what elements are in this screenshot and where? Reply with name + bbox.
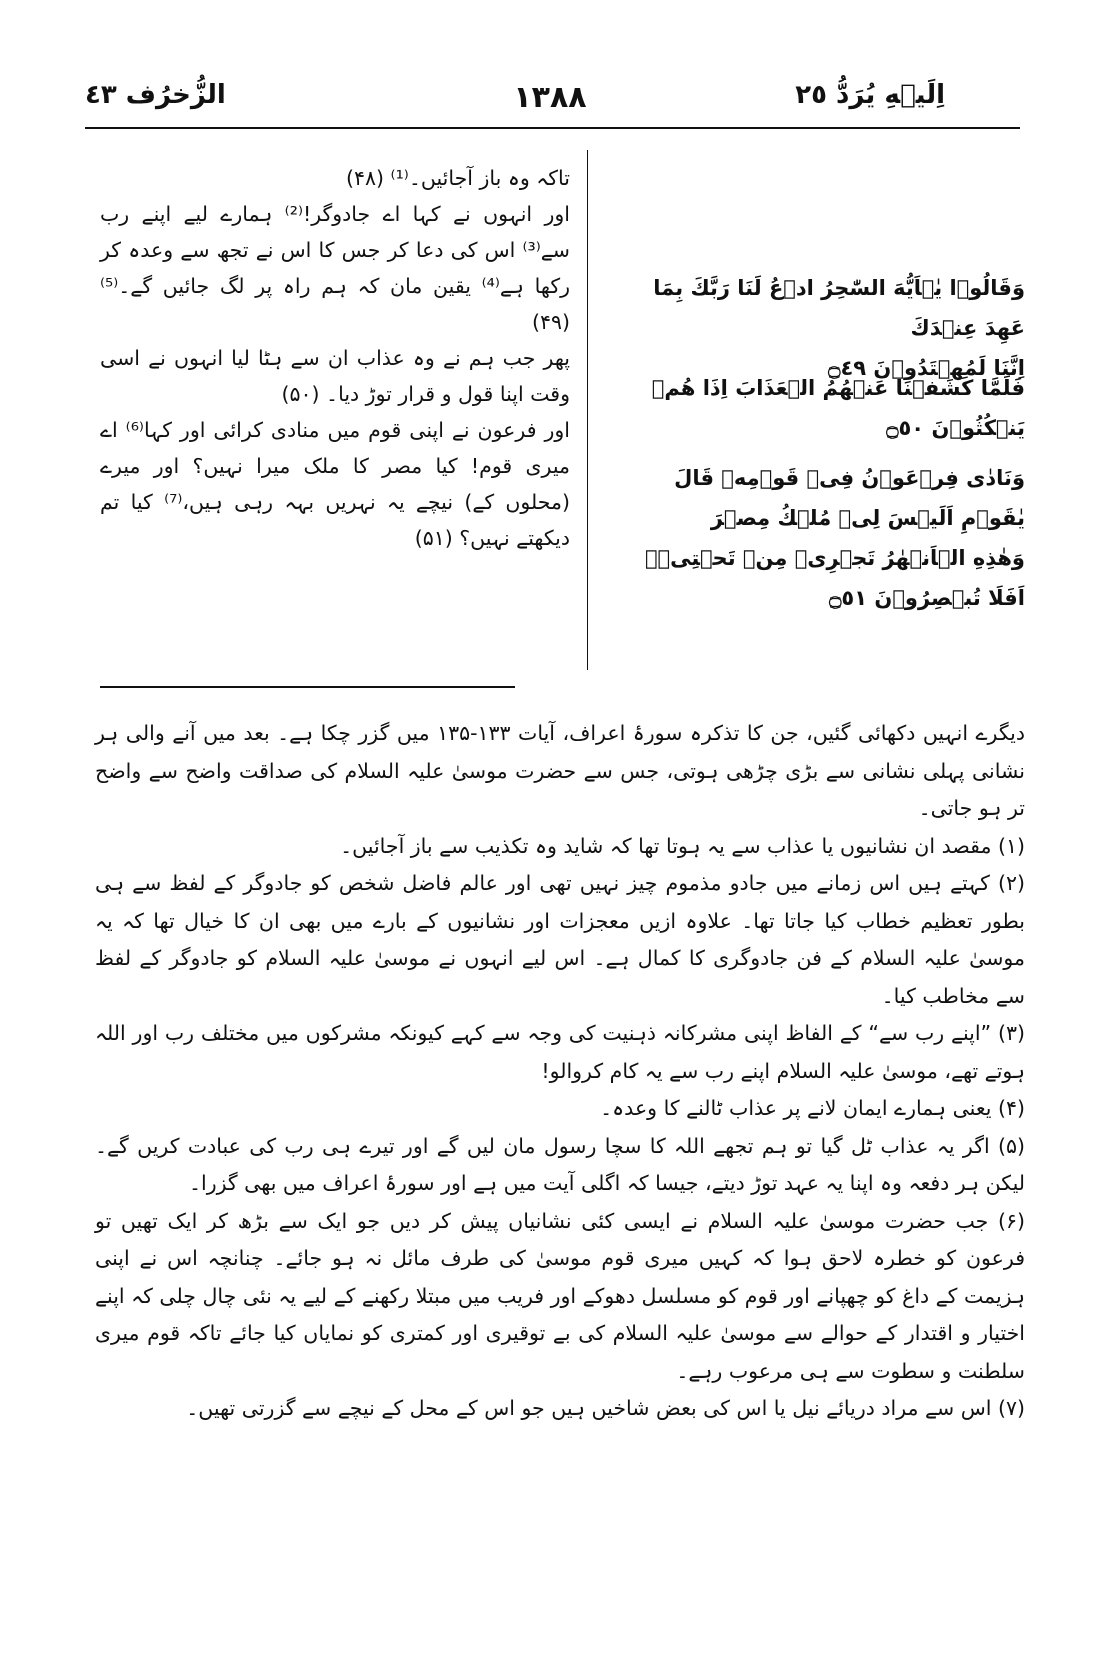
footnote: (۱) مقصد ان نشانیوں یا عذاب سے یہ ہوتا تھا کہ شاید وہ تکذیب سے باز آجائیں۔ <box>340 833 1025 858</box>
translation-paragraph: اور انہوں نے کہا اے جادوگر!⁽²⁾ ہمارے لیے اپنے رب سے⁽³⁾ اس کی دعا کر جس کا اس نے تجھ سے وعدہ کر رکھا ہے⁽⁴⁾ یقین مان کہ ہم راہ پر لگ جائیں گے۔⁽⁵⁾ (۴۹) <box>100 202 570 334</box>
footnote: (۲) کہتے ہیں اس زمانے میں جادو مذموم چیز نہیں تھی اور عالم فاضل شخص کو جادوگر کے لفظ سے ہی بطور تعظیم خطاب کیا جاتا تھا۔ علاوہ ازیں معجزات اور نشانیوں کے بارے میں بھی ان کا خیال تھا کہ یہ موسیٰ علیہ السلام کے فن جادوگری کا کمال ہے۔ اس لیے انہوں نے موسیٰ علیہ السلام کو جادوگر کے لفظ سے مخاطب کیا۔ <box>95 871 1025 1008</box>
footnote: (۴) یعنی ہمارے ایمان لانے پر عذاب ٹالنے کا وعدہ۔ <box>600 1096 1025 1120</box>
header-rule <box>85 127 1020 129</box>
arabic-verse-line: فَلَمَّا كَشَفۡنَا عَنۡهُمُ الۡعَذَابَ اِذَا هُمۡ يَنۡكُثُوۡنَ ۝٥٠ <box>651 376 1025 440</box>
footnotes <box>95 715 1025 1428</box>
footnote: (۶) جب حضرت موسیٰ علیہ السلام نے ایسی کئی نشانیاں پیش کر دیں جو ایک سے بڑھ کر ایک تھیں تو فرعون کو خطرہ لاحق ہوا کہ کہیں میری قوم موسیٰ کی طرف مائل نہ ہو جائے۔ چنانچہ اس نے اپنی ہزیمت کے داغ کو چھپانے اور قوم کو مسلسل دھوکے اور فریب میں مبتلا رکھنے کے لیے یہ نئی چال چلی کہ اپنے اختیار و اقتدار کے حوالے سے موسیٰ علیہ السلام کی بے توقیری اور کمتری کو نمایاں کیا جائے تاکہ قوم میری سلطنت و سطوت سے ہی مرعوب رہے۔ <box>95 1208 1025 1383</box>
footnote: دیگرے انہیں دکھائی گئیں، جن کا تذکرہ سورۂ اعراف، آیات ۱۳۳-۱۳۵ میں گزر چکا ہے۔ بعد میں آنے والی ہر نشانی پہلی نشانی سے بڑی چڑھی ہوتی، جس سے حضرت موسیٰ علیہ السلام کی صداقت واضح سے واضح تر ہو جاتی۔ <box>95 721 1025 820</box>
arabic-verse-line: وَنَادٰى فِرۡعَوۡنُ فِىۡ قَوۡمِهٖ قَالَ يٰقَوۡمِ اَلَيۡسَ لِىۡ مُلۡكُ مِصۡرَ <box>674 466 1025 530</box>
translation-paragraph: پھر جب ہم نے وہ عذاب ان سے ہٹا لیا انہوں نے اسی وقت اپنا قول و قرار توڑ دیا۔ (۵۰) <box>100 346 570 406</box>
column-divider <box>587 150 588 670</box>
footnote: (۷) اس سے مراد دریائے نیل یا اس کی بعض شاخیں ہیں جو اس کے محل کے نیچے سے گزرتی تھیں۔ <box>186 1396 1025 1420</box>
footnote: (۳) ”اپنے رب سے“ کے الفاظ اپنی مشرکانہ ذہنیت کی وجہ سے کہے کیونکہ مشرکوں میں مختلف رب اور اللہ ہوتے تھے، موسیٰ علیہ السلام اپنے رب سے یہ کام کروالو! <box>95 1021 1025 1083</box>
translation-paragraph: اور فرعون نے اپنی قوم میں منادی کرائی اور کہا⁽⁶⁾ اے میری قوم! کیا مصر کا ملک میرا نہیں؟ اور میرے (محلوں کے) نیچے یہ نہریں بہہ رہی ہیں،⁽⁷⁾ کیا تم دیکھتے نہیں؟ (۵۱) <box>100 418 571 550</box>
arabic-verse-line: اِنَّنَا لَمُهۡتَدُوۡنَ ۝٤٩ <box>828 356 1025 380</box>
translation-column <box>100 160 570 556</box>
header-page-number: ١٣٨٨ <box>513 80 587 115</box>
arabic-verse-line: وَهٰذِهِ الۡاَنۡهٰرُ تَجۡرِىۡ مِنۡ تَحۡتِىۡ‌ۚ اَفَلَا تُبۡصِرُوۡنَ ۝٥١ <box>644 546 1025 610</box>
arabic-verse-line: وَقَالُوۡا يٰۤاَيُّهَ السّٰحِرُ ادۡعُ لَنَا رَبَّكَ بِمَا عَهِدَ عِنۡدَكَ <box>653 276 1025 340</box>
header-surah: الزُّخرُف ٤٣ <box>85 80 226 110</box>
header-juz: اِلَيۡهِ يُرَدُّ ٢٥ <box>795 80 945 110</box>
translation-paragraph: تاکہ وہ باز آجائیں۔⁽¹⁾ (۴۸) <box>345 166 570 190</box>
footnote-rule <box>100 686 515 688</box>
footnote: (۵) اگر یہ عذاب ٹل گیا تو ہم تجھے اللہ کا سچا رسول مان لیں گے اور تیرے ہی رب کی عبادت کریں گے۔ لیکن ہر دفعہ وہ اپنا یہ عہد توڑ دیتے، جیسا کہ اگلی آیت میں ہے اور سورۂ اعراف میں بھی گزرا۔ <box>95 1133 1025 1195</box>
